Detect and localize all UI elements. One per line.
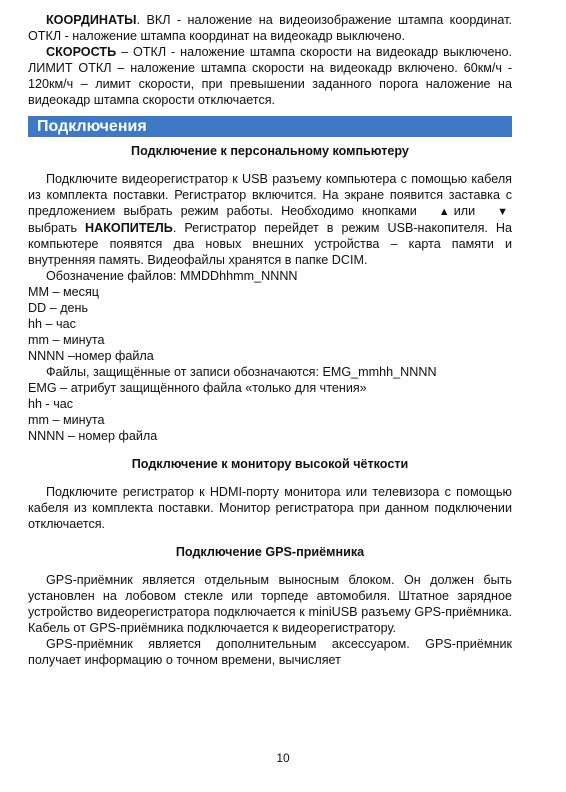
naming-item: hh – час: [28, 317, 76, 331]
pc-text-b: выбрать: [28, 221, 78, 235]
page-number: 10: [276, 751, 290, 765]
coords-text: . ВКЛ - наложение на видеоизображение штампа координат. ОТКЛ - наложение штампа координат на видеокадр выключено.: [28, 13, 512, 43]
section-title-bar: Подключения: [28, 116, 512, 137]
down-arrow-icon: ▼: [497, 206, 508, 218]
protected-line: Файлы, защищённые от записи обозначаются: EMG_mmhh_NNNN: [46, 365, 437, 379]
naming-item: MM – месяц: [28, 285, 99, 299]
naming-item: NNNN –номер файла: [28, 349, 154, 363]
protected-item: NNNN – номер файла: [28, 429, 158, 443]
protected-item: hh - час: [28, 397, 74, 411]
speed-label: СКОРОСТЬ: [46, 45, 117, 59]
gps-paragraph-1: GPS-приёмник является отдельным выносным блоком. Он должен быть установлен на лобовом стекле или торпеде автомобиля. Штатное зарядное устройство видеорегистратора подключается к miniUSB разъему GPS-приёмника. Кабель от GPS-приёмника подключается к видеорегистратору.: [28, 573, 512, 635]
protected-item: mm – минута: [28, 413, 105, 427]
gps-paragraph-2: GPS-приёмник является дополнительным аксессуаром. GPS-приёмник получает информацию о точном времени, вычисляет: [28, 637, 512, 667]
coords-paragraph: [28, 12, 512, 44]
pc-heading: Подключение к персональному компьютеру: [131, 144, 409, 158]
gps-heading: Подключение GPS-приёмника: [175, 545, 365, 559]
up-arrow-icon: ▲: [438, 206, 450, 218]
pc-text-c: . Регистратор перейдет в режим USB-накопителя. На компьютере появятся два новых внешних устройства – карта памяти и внутренняя память. Видеофайлы хранятся в папке DCIM.: [28, 221, 513, 267]
protected-item: EMG – атрибут защищённого файла «только для чтения»: [28, 381, 367, 395]
speed-paragraph: [28, 44, 512, 108]
hdmi-heading: Подключение к монитору высокой чёткости: [131, 457, 409, 471]
naming-line: Обозначение файлов: MMDDhhmm_NNNN: [46, 269, 298, 283]
pc-text-bold: НАКОПИТЕЛЬ: [85, 221, 173, 235]
document-page: [28, 12, 512, 668]
speed-text: – ОТКЛ - наложение штампа скорости на видеокадр выключено. ЛИМИТ ОТКЛ – наложение штампа скорости на видеокадр включено. 60км/ч - 120км/ч – лимит скорости, при превышении заданного порога наложение на видеокадр штампа скорости отключается.: [28, 45, 512, 107]
hdmi-paragraph: Подключите регистратор к HDMI-порту монитора или телевизора с помощью кабеля из комплекта поставки. Монитор регистратора при данном подключении отключается.: [28, 485, 512, 531]
pc-text-or: или: [453, 204, 476, 218]
pc-text-a: Подключите видеорегистратор к USB разъему компьютера с помощью кабеля из комплекта поставки. Регистратор включится. На экране появится заставка с предложением выбрать режим работы. Необходимо кнопками: [28, 172, 512, 218]
pc-paragraph: [28, 171, 512, 268]
naming-item: mm – минута: [28, 333, 105, 347]
naming-item: DD – день: [28, 301, 89, 315]
coords-label: КООРДИНАТЫ: [46, 13, 137, 27]
